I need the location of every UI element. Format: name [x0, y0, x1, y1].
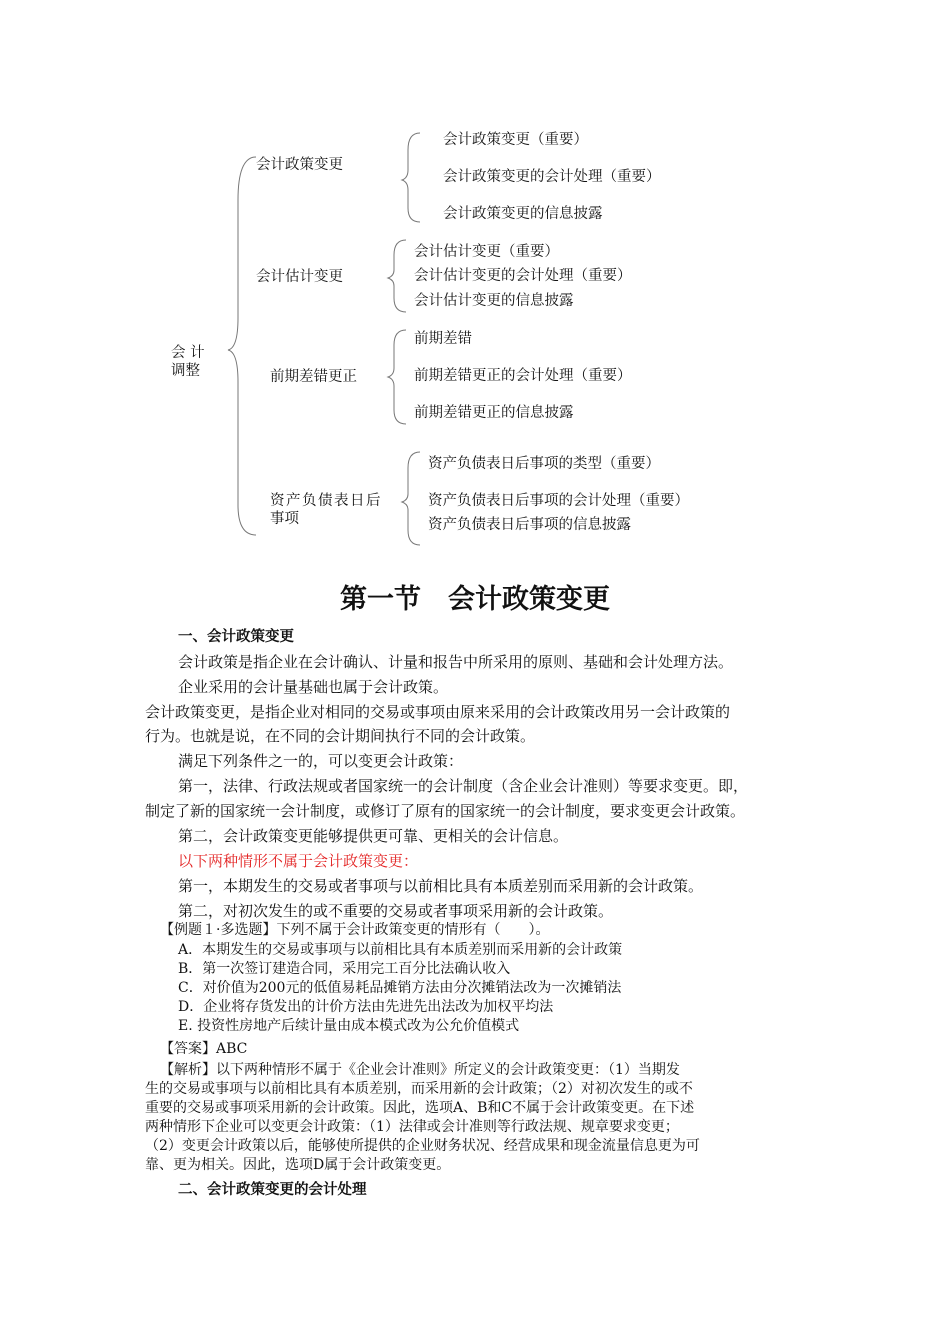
example-option-c: C．对价值为200元的低值易耗品摊销方法由分次摊销法改为一次摊销法: [178, 980, 622, 996]
paragraph-7: 制定了新的国家统一会计制度，或修订了原有的国家统一的会计制度，要求变更会计政策。: [145, 802, 746, 820]
outline-group3-item3: 前期差错更正的信息披露: [414, 405, 574, 421]
outline-group1-item1: 会计政策变更（重要）: [443, 132, 588, 148]
outline-group4-label-line1: 资产负债表日后: [270, 493, 382, 509]
group3-brace: [388, 330, 406, 424]
outline-group4-item2: 资产负债表日后事项的会计处理（重要）: [428, 493, 689, 509]
paragraph-4: 行为。也就是说，在不同的会计期间执行不同的会计政策。: [145, 727, 536, 745]
outline-group1-label: 会计政策变更: [256, 157, 343, 173]
paragraph-11: 第二，对初次发生的或不重要的交易或者事项采用新的会计政策。: [178, 902, 614, 920]
example-analysis-line5: （2）变更会计政策以后，能够使所提供的企业财务状况、经营成果和现金流量信息更为可: [145, 1138, 700, 1154]
paragraph-2: 企业采用的会计量基础也属于会计政策。: [178, 678, 449, 696]
example-analysis-line1: 【解析】以下两种情形不属于《企业会计准则》所定义的会计政策变更：（1）当期发: [160, 1062, 680, 1078]
outline-group1-item2: 会计政策变更的会计处理（重要）: [443, 169, 661, 185]
example-question: 【例题１·多选题】下列不属于会计政策变更的情形有（ ）。: [160, 922, 550, 938]
outline-group4-item1: 资产负债表日后事项的类型（重要）: [428, 456, 660, 472]
paragraph-9-highlight: 以下两种情形不属于会计政策变更：: [178, 852, 419, 870]
example-option-d: D．企业将存货发出的计价方法由先进先出法改为加权平均法: [178, 999, 554, 1015]
example-analysis-line4: 两种情形下企业可以变更会计政策：（1）法律或会计准则等行政法规、规章要求变更；: [145, 1119, 679, 1135]
example-analysis-line2: 生的交易或事项与以前相比具有本质差别，而采用新的会计政策；（2）对初次发生的或不: [145, 1081, 693, 1097]
outline-group3-item2: 前期差错更正的会计处理（重要）: [414, 368, 632, 384]
group2-brace: [388, 240, 406, 312]
example-analysis-line6: 靠、更为相关。因此，选项D属于会计政策变更。: [145, 1157, 451, 1173]
example-option-e: E. 投资性房地产后续计量由成本模式改为公允价值模式: [178, 1018, 520, 1034]
outline-group2-item2: 会计估计变更的会计处理（重要）: [414, 268, 632, 284]
example-option-b: B．第一次签订建造合同，采用完工百分比法确认收入: [178, 961, 511, 977]
outline-group2-item3: 会计估计变更的信息披露: [414, 293, 574, 309]
outline-group3-item1: 前期差错: [414, 331, 472, 347]
outline-group1-item3: 会计政策变更的信息披露: [443, 206, 603, 222]
paragraph-3: 会计政策变更，是指企业对相同的交易或事项由原来采用的会计政策改用另一会计政策的: [145, 703, 731, 721]
subheading-2: 二、会计政策变更的会计处理: [178, 1182, 367, 1198]
paragraph-6: 第一，法律、行政法规或者国家统一的会计制度（含企业会计准则）等要求变更。即，: [178, 777, 749, 795]
example-analysis-line3: 重要的交易或事项采用新的会计政策。因此，选项A、B和C不属于会计政策变更。在下述: [145, 1100, 695, 1116]
example-answer: 【答案】ABC: [160, 1041, 248, 1057]
group1-brace: [402, 133, 420, 222]
paragraph-5: 满足下列条件之一的，可以变更会计政策：: [178, 752, 464, 770]
outline-root-line2: 调整: [171, 363, 200, 379]
outline-root-line1: 会 计: [171, 345, 205, 361]
paragraph-1: 会计政策是指企业在会计确认、计量和报告中所采用的原则、基础和会计处理方法。: [178, 653, 734, 671]
group4-brace: [402, 452, 420, 545]
outline-group2-label: 会计估计变更: [256, 269, 343, 285]
outline-group4-item3: 资产负债表日后事项的信息披露: [428, 517, 631, 533]
outline-group4-label-line2: 事项: [270, 511, 299, 527]
example-option-a: A．本期发生的交易或事项与以前相比具有本质差别而采用新的会计政策: [178, 942, 623, 958]
root-brace: [228, 157, 256, 535]
outline-group2-item1: 会计估计变更（重要）: [414, 244, 559, 260]
paragraph-10: 第一，本期发生的交易或者事项与以前相比具有本质差别而采用新的会计政策。: [178, 877, 704, 895]
paragraph-8: 第二，会计政策变更能够提供更可靠、更相关的会计信息。: [178, 827, 569, 845]
subheading-1: 一、会计政策变更: [178, 629, 294, 645]
section-title: 第一节 会计政策变更: [340, 584, 610, 615]
outline-group3-label: 前期差错更正: [270, 369, 357, 385]
